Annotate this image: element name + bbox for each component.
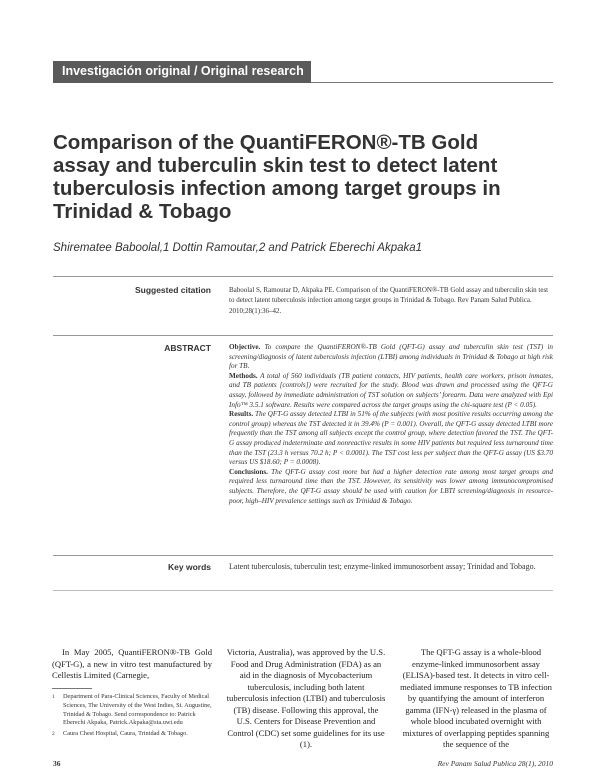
abstract-results — [229, 410, 553, 468]
methods-text: A total of 560 individuals (TB patient contacts, HIV patients, health care workers, prison inmates, and TB patients [controls]) were recruited for the study. Blood was drawn and processed using the QFT-G assay, followed by immediate administration of TST solution on subjects’ forearm. Data were analyzed with Epi Info™ 3.5.1 software. Results were compared across the target groups using the chi-square test (P < 0.05). — [229, 371, 553, 409]
footnote — [52, 730, 214, 739]
article-title: Comparison of the QuantiFERON®-TB Gold assay and tuberculin skin test to detect latent tuberculosis infection among target groups in Trinidad & Tobago — [53, 131, 501, 223]
body-column-1: In May 2005, QuantiFERON®-TB Gold (QFT-G), a new in vitro test manufactured by Cellestis Limited (Carnegie, — [52, 647, 212, 680]
objective-text: To compare the QuantiFERON®-TB Gold (QFT-G) assay and tuberculin skin test (TST) in screening/diagnosis of latent tuberculosis infection (LTBI) among individuals in Trinidad & Tobago at high risk for TB. — [229, 343, 553, 371]
divider — [53, 590, 553, 591]
footnote-rule — [52, 688, 92, 689]
keywords-text: Latent tuberculosis, tuberculin test; enzyme-linked immunosorbent assay; Trinidad and Tobago. — [229, 562, 536, 571]
footnote — [52, 693, 214, 728]
conclusions-text: The QFT-G assay cost more but had a higher detection rate among most target groups and required less turnaround time than the TST. However, its sensitivity was lower among immunocompromised subjects. Therefore, the QFT-G assay should be used with caution for LBTI screening/diagnosis in resource-poor, high–HIV prevalence settings such as Trinidad & Tobago. — [229, 467, 553, 505]
divider — [53, 335, 553, 336]
abstract-conclusions — [229, 468, 553, 506]
body-column-2: Victoria, Australia), was approved by the U.S. Food and Drug Administration (FDA) as an aid in the diagnosis of Mycobacterium tuberculosis, including both latent tuberculosis infection (LTBI) and tuberculosis (TB) disease. Following this approval, the U.S. Centers for Disease Prevention and Control (CDC) set some guidelines for its use (1). — [226, 647, 386, 749]
body-column-3: The QFT-G assay is a whole-blood enzyme-linked immunosorbent assay (ELISA)-based test. It detects in vitro cell-mediated immune responses to TB infection by quantifying the amount of interferon gamma (IFN-γ) released in the plasma of whole blood incubated overnight with mixtures of overlapping peptides spanning the sequence of the — [400, 647, 552, 749]
footnote-text: Caura Chest Hospital, Caura, Trinidad & Tobago. — [63, 730, 188, 738]
abstract-body — [229, 343, 553, 506]
footnotes — [52, 693, 214, 741]
section-label-text: Investigación original / Original research — [62, 64, 304, 78]
methods-heading: Methods. — [229, 371, 258, 380]
divider — [53, 555, 553, 556]
conclusions-heading: Conclusions. — [229, 467, 268, 476]
objective-heading: Objective. — [229, 343, 261, 351]
journal-reference: Rev Panam Salud Publica 28(1), 2010 — [437, 759, 553, 768]
results-text: The QFT-G assay detected LTBI in 51% of the subjects (with most positive results occurring among the control group) whereas the TST detected it in 39.4% (P = 0.001). Overall, the QFT-G assay detected LTBI more frequently than the TST among all subjects except the control group, where detection favored the TST. The QFT-G assay produced indeterminate and nonreactive results in some HIV patients but required less turnaround time than the TST (23.3 h versus 70.2 h; P < 0.0001). The TST cost less per subject than the QFT-G assay (US $3.70 versus US $18.60; P = 0.0008). — [229, 410, 553, 467]
citation-label: Suggested citation — [134, 285, 211, 295]
abstract-objective — [229, 343, 553, 372]
footnote-text: Department of Para-Clinical Sciences, Faculty of Medical Sciences, The University of the West Indies, St. Augustine, Trinidad & Tobago. Send correspondence to: Patrick Eberechi Akpaka, Patrick.Akpaka@sta.uwi.edu — [63, 693, 212, 727]
header-rule — [311, 82, 553, 83]
section-label — [53, 61, 311, 83]
footnote-number: 2 — [52, 731, 55, 738]
footnote-number: 1 — [52, 694, 55, 700]
author-list: Shirematee Baboolal,1 Dottin Ramoutar,2 and Patrick Eberechi Akpaka1 — [53, 242, 423, 254]
results-heading: Results. — [229, 410, 254, 419]
abstract-label: ABSTRACT — [164, 343, 211, 353]
page-number: 36 — [53, 759, 61, 768]
divider — [53, 276, 553, 277]
citation-text: Baboolal S, Ramoutar D, Akpaka PE. Comparison of the QuantiFERON®-TB Gold assay and tuberculin skin test to detect latent tuberculosis infection among target groups in Trinidad & Tobago. Rev Panam Salud Publica. 2010;28(1):36–42. — [229, 286, 549, 315]
abstract-methods — [229, 372, 553, 410]
keywords-label: Key words — [168, 562, 211, 572]
